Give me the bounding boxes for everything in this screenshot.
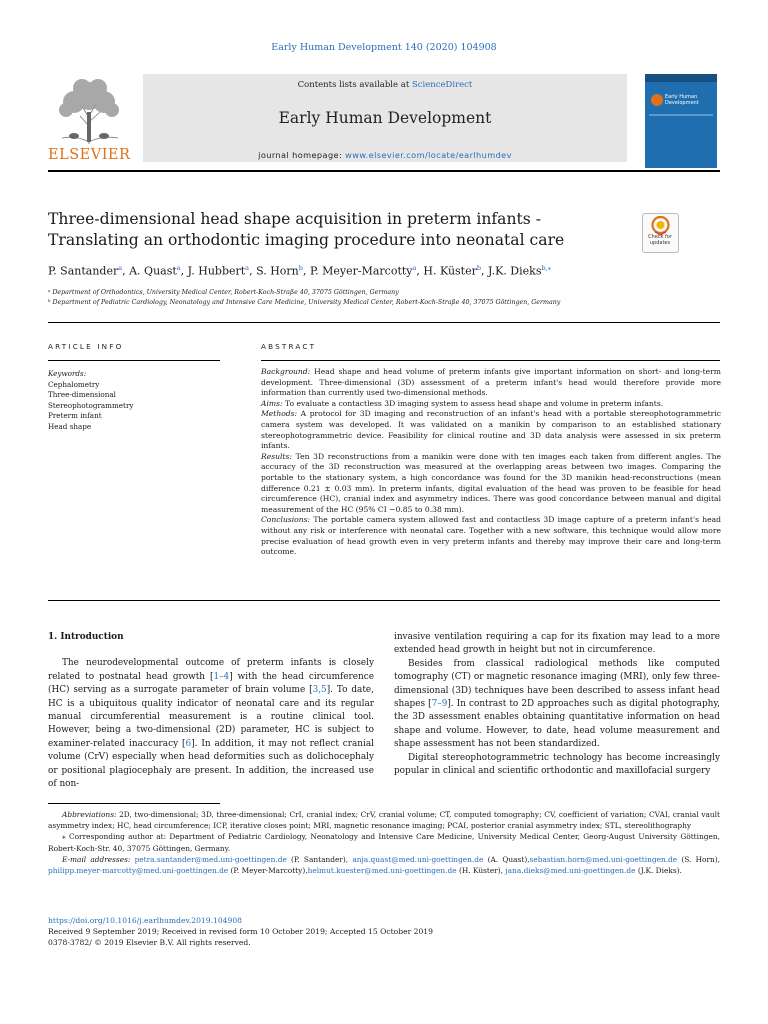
abbreviations-footnote [48, 809, 720, 831]
author-name[interactable]: J.K. Dieks [488, 264, 542, 278]
article-title: Three-dimensional head shape acquisition in preterm infants - Translating an orthodontic imaging procedure into neonatal care [48, 210, 565, 249]
intro-paragraph-2: Besides from classical radiological methods like computed tomography (CT) or magnetic resonance imaging (MRI), only few three-dimensional (3D) techniques have been described to assess infant head shapes [7–9]. In contrast to 2D approaches such as digital photography, the 3D assessment enables obtaining quantitative information on head shape and volume. However, to date, head volume measurement and shape assessment has not been standardized. [394, 658, 721, 750]
intro-paragraph-1-cont: invasive ventilation requiring a cap for its fixation may lead to a more extended head growth in height but not in circumference. [394, 632, 720, 656]
footnote-rule [48, 803, 220, 804]
author-name[interactable]: S. Horn [256, 264, 299, 278]
article-meta [48, 915, 720, 949]
header-rule-top [48, 170, 720, 172]
author-affiliation-marker[interactable]: b,⁎ [541, 264, 551, 272]
elsevier-tree-logo [52, 76, 126, 146]
check-for-updates-badge[interactable] [642, 213, 679, 253]
check-for-updates-label: Check for updates [648, 234, 672, 246]
keyword-item: Stereophotogrammetry [48, 400, 134, 410]
keywords-block [48, 369, 220, 433]
conclusions-text: The portable camera system allowed fast and contactless 3D image capture of a preterm infant's head without any risk or interference with neonatal care. Together with a new software, this technique would allow more precise evaluation of head growth even in very preterm infants and thereby may improve their care and long-term outcome. [261, 515, 721, 557]
author-list: P. Santander$^a$, A. Quast$^a$, J. Hubbert$^a$, S. Horn$^b$, P. Meyer-Marcotty$^a$, H. Küster$^b$, J.K. Dieks$^{b,⁎}$ [48, 264, 551, 278]
results-label: Results: [261, 451, 292, 461]
affiliation-b: ᵇ Department of Pediatric Cardiology, Neonatology and Intensive Care Medicine, University Medical Center, Robert-Koch-Straße 40, 37075 Göttingen, Germany [48, 299, 561, 306]
email-link[interactable]: jana.dieks@med.uni-goettingen.de [505, 866, 636, 876]
homepage-link[interactable]: www.elsevier.com/locate/earlhumdev [345, 150, 512, 160]
journal-homepage [143, 150, 627, 160]
author-name[interactable]: J. Hubbert [187, 264, 246, 278]
email-link[interactable]: anja.quast@med.uni-goettingen.de [352, 854, 484, 864]
intro-paragraph-1: The neurodevelopmental outcome of preterm infants is closely related to postnatal head growth [1–4] with the head circumference (HC) serving as a surrogate parameter of brain volume [3,5]. To date, HC is a ubiquitous quality indicator of neonatal care and its regular manual circumferential measurement is a routine clinical tool. However, being a two-dimensional (2D) parameter, HC is subject to examiner-related inaccuracy [6]. In addition, it may not reflect cranial volume (CrV) especially when head deformities such as dolichocephaly or positional plagiocephaly are present. In addition, the increased use of non- [48, 658, 374, 790]
aims-label: Aims: [261, 398, 283, 408]
aims-text: To evaluate a contactless 3D imaging system to assess head shape and volume in preterm infants. [282, 398, 664, 408]
left-column [48, 631, 374, 791]
reference-link[interactable]: 7–9 [431, 699, 448, 710]
reference-link[interactable]: 1–4 [213, 671, 230, 682]
results-text: Ten 3D reconstructions from a manikin were done with ten images each taken from different angles. The accuracy of the 3D reconstruction was measured at the overlapping areas between two images. Comparing the portable to the stationary system, a high concordance was found for the 3D manikin head-reconstructions (mean difference 0.21 ± 0.03 mm). In preterm infants, digital evaluation of the head was proven to be feasible for head circumference (HC), cranial index and asymmetry indices. There was good concordance between manual and digital measurement of the HC (95% CI −0.85 to 0.38 mm). [261, 451, 721, 514]
received-dates: Received 9 September 2019; Received in revised form 10 October 2019; Accepted 15 October 2019 [48, 927, 433, 937]
check-updates-icon [643, 214, 678, 236]
abstract-bottom-rule [48, 600, 720, 601]
abbreviations-text: 2D, two-dimensional; 3D, three-dimensional; CrI, cranial index; CrV, cranial volume; CT, computed tomography; CV, coefficient of variation; CVAI, cranial vault asymmetry index; HC, head circumference; ICP, iterative closes point; MRI, magnetic resonance imaging; PCAI, posterior cranial asymmetry index; STL, stereolithography [48, 810, 720, 831]
abstract-body [261, 367, 721, 558]
abstract-background [261, 367, 721, 399]
author-affiliation-marker[interactable]: a [176, 264, 181, 272]
right-column [394, 631, 720, 778]
author-name[interactable]: A. Quast [129, 264, 177, 278]
section-heading-introduction: 1. Introduction [48, 632, 124, 642]
reference-link[interactable]: 6 [185, 738, 192, 749]
journal-cover-thumbnail[interactable] [645, 74, 717, 168]
elsevier-tree-icon [52, 76, 126, 146]
abstract-heading: ABSTRACT [261, 342, 317, 351]
author-affiliation-marker[interactable]: a [245, 264, 250, 272]
author-affiliation-marker[interactable]: b [476, 264, 482, 272]
conclusions-label: Conclusions: [261, 515, 311, 525]
abstract-results [261, 452, 721, 516]
intro-paragraph-3: Digital stereophotogrammetric technology has become increasingly popular in clinical and scientific orthodontic and maxillofacial surgery [394, 752, 720, 777]
abstract-conclusions [261, 515, 721, 557]
abstract-rule [261, 360, 720, 361]
keyword-item: Cephalometry [48, 379, 100, 389]
affiliation-rule [48, 322, 720, 323]
author-name[interactable]: H. Küster [423, 264, 477, 278]
journal-name: Early Human Development [278, 109, 492, 127]
sciencedirect-link[interactable]: ScienceDirect [411, 80, 473, 90]
email-addresses: E-mail addresses: petra.santander@med.uni-goettingen.de (P. Santander), anja.quast@med.uni-goettingen.de (A. Quast),sebastian.horn@med.uni-goettingen.de (S. Horn), philipp.meyer-marcotty@med.uni-goettingen.de (P. Meyer-Marcotty),helmut.kuester@med.uni-goettingen.de (H. Küster), jana.dieks@med.uni-goettingen.de (J.K. Dieks). [48, 854, 720, 876]
author-name[interactable]: P. Santander [48, 264, 119, 278]
author-affiliation-marker[interactable]: a [412, 264, 417, 272]
abstract-aims [261, 399, 721, 410]
article-info-rule [48, 360, 220, 361]
methods-label: Methods: [261, 409, 298, 419]
background-label: Background: [261, 367, 311, 376]
corresponding-author-footnote: ⁎ Corresponding author at: Department of Pediatric Cardiology, Neonatology and Intensive Care Medicine, University Medical Center, Georg-August University Göttingen, Robert-Koch-Str. 40, 37075 Göttingen, Germany. [48, 832, 720, 853]
author-affiliation-marker[interactable]: b [298, 264, 303, 272]
email-link[interactable]: helmut.kuester@med.uni-goettingen.de [307, 866, 457, 876]
article-info-heading: ARTICLE INFO [48, 342, 124, 351]
footnotes [48, 809, 720, 876]
keyword-item: Three-dimensional [48, 390, 116, 400]
reference-link[interactable]: 3,5 [312, 685, 327, 696]
keywords-label: Keywords: [48, 369, 87, 378]
cover-art-icon [645, 74, 717, 168]
affiliation-a: ᵃ Department of Orthodontics, University Medical Center, Robert-Koch-Straße 40, 37075 Göttingen, Germany [48, 289, 399, 296]
email-link[interactable]: petra.santander@med.uni-goettingen.de [134, 854, 287, 864]
email-link[interactable]: philipp.meyer-marcotty@med.uni-goettingen.de [48, 866, 229, 876]
author-affiliation-marker[interactable]: a [118, 264, 123, 272]
background-text: Head shape and head volume of preterm infants give important information on short- and long-term development. Three-dimensional (3D) assessment of a preterm infant's head would therefore provide more information than currently used two-dimensional methods. [261, 367, 721, 398]
doi-link[interactable]: https://doi.org/10.1016/j.earlhumdev.2019.104908 [48, 916, 242, 925]
contents-line [143, 80, 627, 90]
keyword-item: Head shape [48, 421, 92, 431]
abstract-methods [261, 409, 721, 451]
email-label: E-mail addresses: [62, 854, 135, 864]
homepage-label: journal homepage: [258, 150, 346, 160]
email-link[interactable]: sebastian.horn@med.uni-goettingen.de [529, 854, 678, 864]
abbreviations-label: Abbreviations: [62, 810, 117, 819]
copyright-line: 0378-3782/ © 2019 Elsevier B.V. All rights reserved. [48, 938, 251, 948]
contents-prefix: Contents lists available at [297, 80, 412, 90]
keyword-item: Preterm infant [48, 411, 102, 421]
author-name[interactable]: P. Meyer-Marcotty [309, 264, 413, 278]
elsevier-logo-text: ELSEVIER [48, 147, 131, 163]
cover-title: Early Human Development [665, 94, 699, 106]
methods-text: A protocol for 3D imaging and reconstruction of an infant's head with a portable stereophotogrammetric camera system was developed. It was validated on a manikin by comparison to an established stationary stereophotogrammetric device. Feasibility for clinical routine and 3D data analysis were assessed in six preterm infants. [261, 409, 721, 451]
journal-citation-link[interactable]: Early Human Development 140 (2020) 104908 [271, 42, 497, 53]
